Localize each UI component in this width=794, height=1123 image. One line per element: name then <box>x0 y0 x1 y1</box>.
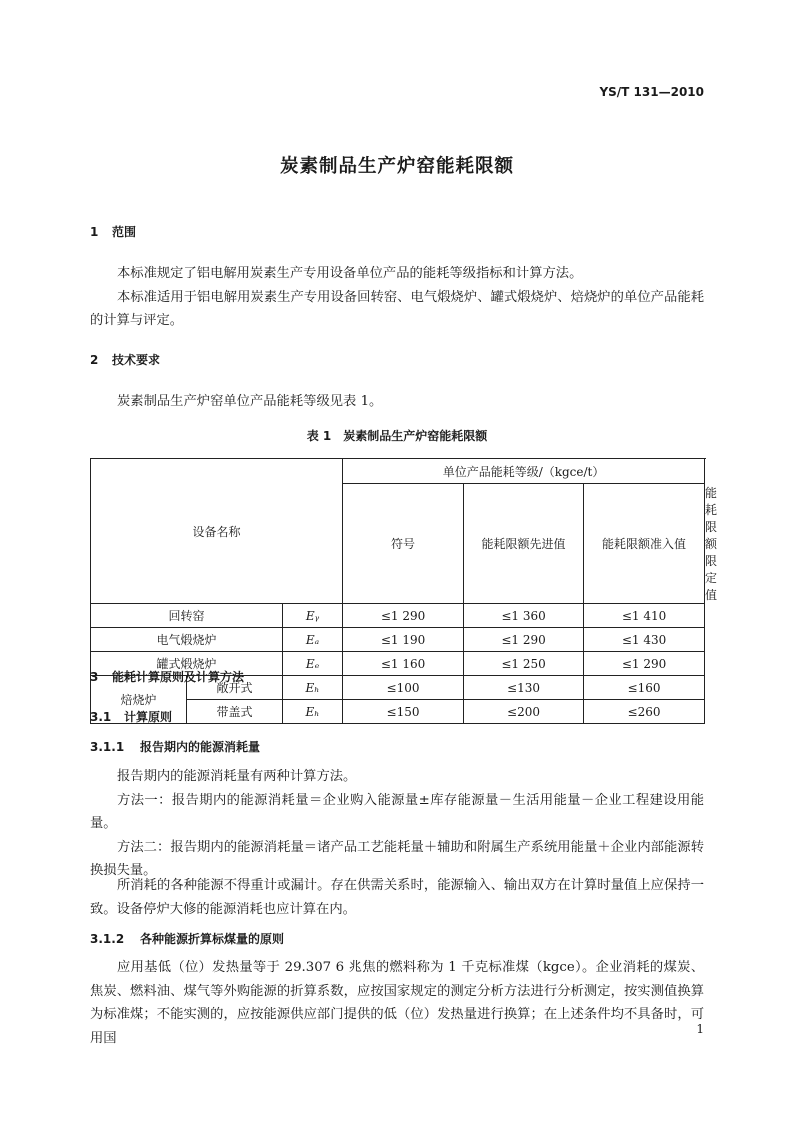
section-1-heading <box>90 223 136 240</box>
section-number: 3.1 <box>90 710 112 724</box>
requirements-paragraph: 炭素制品生产炉窑单位产品能耗等级见表 1。 <box>117 394 383 409</box>
row-limit: ≤160 <box>584 676 705 700</box>
row-limit: ≤1 410 <box>584 604 705 628</box>
row-name: 焙烧炉 <box>91 676 187 724</box>
page-number: 1 <box>696 1022 704 1036</box>
standard-number: YS/T 131—2010 <box>599 85 704 99</box>
section-number: 3.1.1 <box>90 740 125 754</box>
row-entry: ≤130 <box>464 676 584 700</box>
section-3-1-1-heading <box>90 738 260 755</box>
row-entry: ≤1 360 <box>464 604 584 628</box>
row-symbol: Eₐ <box>283 628 343 652</box>
section-title: 报告期内的能源消耗量 <box>140 740 261 754</box>
table-caption: 表 1 炭素制品生产炉窑能耗限额 <box>306 429 488 443</box>
row-symbol: Eₕ <box>283 700 343 724</box>
row-name: 罐式煅烧炉 <box>91 652 283 676</box>
row-symbol: Eₕ <box>283 676 343 700</box>
energy-paragraph-1: 报告期内的能源消耗量有两种计算方法。 <box>117 769 357 784</box>
row-name: 电气煅烧炉 <box>91 628 283 652</box>
row-name: 回转窑 <box>91 604 283 628</box>
row-subtype: 带盖式 <box>187 700 283 724</box>
header-entry: 能耗限额准入值 <box>584 484 705 604</box>
table-header-row <box>91 459 705 484</box>
row-limit: ≤1 290 <box>584 652 705 676</box>
energy-paragraph-method-2: 方法二：报告期内的能源消耗量＝诸产品工艺能耗量＋辅助和附属生产系统用能量＋企业内部能源转换损失量。 <box>90 839 704 878</box>
row-entry: ≤1 250 <box>464 652 584 676</box>
row-advanced: ≤1 290 <box>343 604 464 628</box>
header-equipment: 设备名称 <box>91 459 343 604</box>
header-advanced: 能耗限额先进值 <box>464 484 584 604</box>
scope-paragraph-2: 本标准适用于铝电解用炭素生产专用设备回转窑、电气煅烧炉、罐式煅烧炉、焙烧炉的单位产品能耗的计算与评定。 <box>90 289 704 328</box>
header-symbol: 符号 <box>343 484 464 604</box>
section-title: 计算原则 <box>124 710 173 724</box>
header-energy-group: 单位产品能耗等级/（kgce/t） <box>343 459 705 484</box>
row-limit: ≤260 <box>584 700 705 724</box>
section-3-1-heading <box>90 708 172 725</box>
section-number: 1 <box>90 225 99 239</box>
section-number: 3 <box>90 670 99 684</box>
table-row <box>91 604 705 628</box>
row-limit: ≤1 430 <box>584 628 705 652</box>
table-row <box>91 628 705 652</box>
section-3-heading <box>90 668 244 685</box>
row-symbol: Eᵧ <box>283 604 343 628</box>
section-number: 3.1.2 <box>90 932 125 946</box>
row-advanced: ≤100 <box>343 676 464 700</box>
section-title: 能耗计算原则及计算方法 <box>112 670 245 684</box>
scope-paragraph-1: 本标准规定了铝电解用炭素生产专用设备单位产品的能耗等级指标和计算方法。 <box>117 266 583 281</box>
row-advanced: ≤1 160 <box>343 652 464 676</box>
section-number: 2 <box>90 353 99 367</box>
row-entry: ≤200 <box>464 700 584 724</box>
row-subtype: 敞开式 <box>187 676 283 700</box>
row-symbol: Eₑ <box>283 652 343 676</box>
document-title: 炭素制品生产炉窑能耗限额 <box>279 156 514 177</box>
section-3-1-2-heading <box>90 930 284 947</box>
section-title: 技术要求 <box>112 353 161 367</box>
section-title: 各种能源折算标煤量的原则 <box>140 932 285 946</box>
row-entry: ≤1 290 <box>464 628 584 652</box>
section-title: 范围 <box>112 225 137 239</box>
row-advanced: ≤1 190 <box>343 628 464 652</box>
row-advanced: ≤150 <box>343 700 464 724</box>
conversion-paragraph: 应用基低（位）发热量等于 29.307 6 兆焦的燃料称为 1 千克标准煤（kgce）。企业消耗的煤炭、焦炭、燃料油、煤气等外购能源的折算系数，应按国家规定的测定分析方法进行分析测定，按实测值换算为标准煤；不能实测的，应按能源供应部门提供的低（位）发热量进行换算；在上述条件均不具备时，可用国 <box>90 960 704 1046</box>
section-2-heading <box>90 351 160 368</box>
energy-paragraph-4: 所消耗的各种能源不得重计或漏计。存在供需关系时，能源输入、输出双方在计算时量值上应保持一致。设备停炉大修的能源消耗也应计算在内。 <box>90 878 704 917</box>
energy-paragraph-method-1: 方法一：报告期内的能源消耗量＝企业购入能源量±库存能源量－生活用能量－企业工程建设用能量。 <box>90 792 704 831</box>
table-header-row: 符号 能耗限额先进值 能耗限额准入值 能耗限额限定值 <box>91 484 705 604</box>
